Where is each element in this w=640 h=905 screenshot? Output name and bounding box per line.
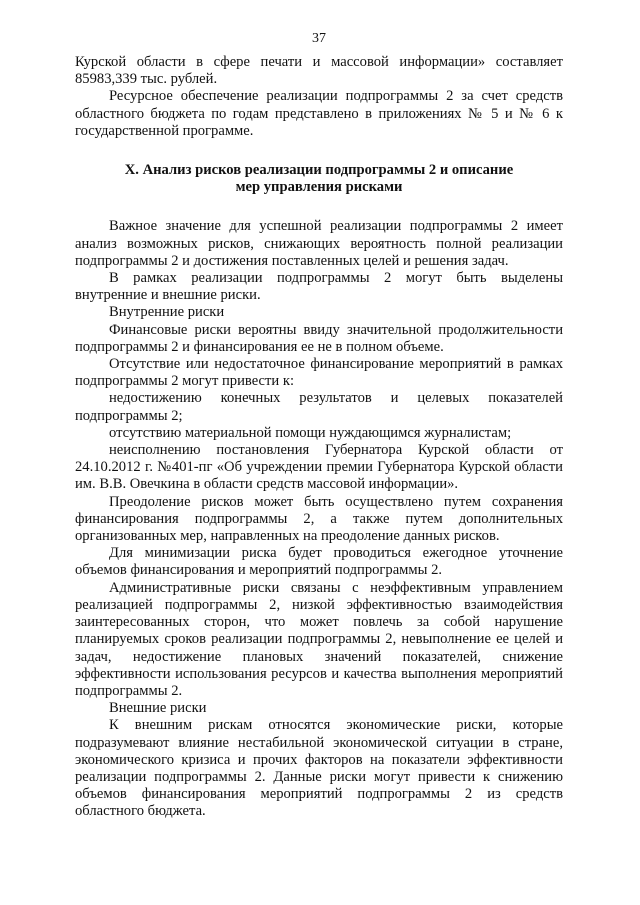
paragraph-financial-risks: Финансовые риски вероятны ввиду значительной продолжительности подпрограммы 2 и финансирования ее не в полном объеме. [75,321,563,355]
intro-paragraph-2: Ресурсное обеспечение реализации подпрограммы 2 за счет средств областного бюджета по годам представлено в приложениях № 5 и № 6 к государственной программе. [75,88,563,139]
paragraph-overcoming-risks: Преодоление рисков может быть осуществлено путем сохранения финансирования подпрограммы 2, а также путем дополнительных организованных мер, направленных на преодоление данных рисков. [75,493,563,545]
document-body [75,54,563,821]
section-title-line-1: X. Анализ рисков реализации подпрограммы 2 и описание [124,162,514,179]
paragraph-risk-types: В рамках реализации подпрограммы 2 могут быть выделены внутренние и внешние риски. [75,270,563,304]
paragraph-underfunding: Отсутствие или недостаточное финансирование мероприятий в рамках подпрограммы 2 могут привести к: [75,356,563,390]
paragraph-administrative-risks: Административные риски связаны с неэффективным управлением реализацией подпрограммы 2, низкой эффективностью взаимодействия заинтересованных сторон, что может повлечь за собой нарушение планируемых сроков реализации подпрограммы 2, невыполнение ее целей и задач, недостижение плановых значений показателей, снижение эффективности использования ресурсов и качества выполнения мероприятий подпрограммы 2. [75,579,563,699]
paragraph-consequence-1: недостижению конечных результатов и целевых показателей подпрограммы 2; [75,390,563,424]
paragraph-consequence-2: отсутствию материальной помощи нуждающимся журналистам; [109,424,512,441]
section-title-line-2: мер управления рисками [235,179,403,196]
section-title [75,162,563,196]
paragraph-external-risks: К внешним рискам относятся экономические риски, которые подразумевают влияние нестабильной экономической ситуации в стране, экономического кризиса и прочих факторов на показатели эффективности реализации подпрограммы 2. Данные риски могут привести к снижению объемов финансирования мероприятий подпрограммы 2 из средств областного бюджета. [75,717,563,820]
paragraph-consequence-3: неисполнению постановления Губернатора Курской области от 24.10.2012 г. №401-пг «Об учреждении премии Губернатора Курской области им. В.В. Овечкина в области средств массовой информации». [75,442,563,493]
paragraph-importance: Важное значение для успешной реализации подпрограммы 2 имеет анализ возможных рисков, снижающих вероятность полной реализации подпрограммы 2 и достижения поставленных целей и решения задач. [75,218,563,269]
page-number: 37 [312,31,326,46]
paragraph-minimization: Для минимизации риска будет проводиться ежегодное уточнение объемов финансирования и мероприятий подпрограммы 2. [75,545,563,579]
intro-paragraph-1: Курской области в сфере печати и массовой информации» составляет 85983,339 тыс. рублей. [75,54,563,88]
external-risks-heading: Внешние риски [109,700,207,717]
internal-risks-heading: Внутренние риски [109,304,225,321]
